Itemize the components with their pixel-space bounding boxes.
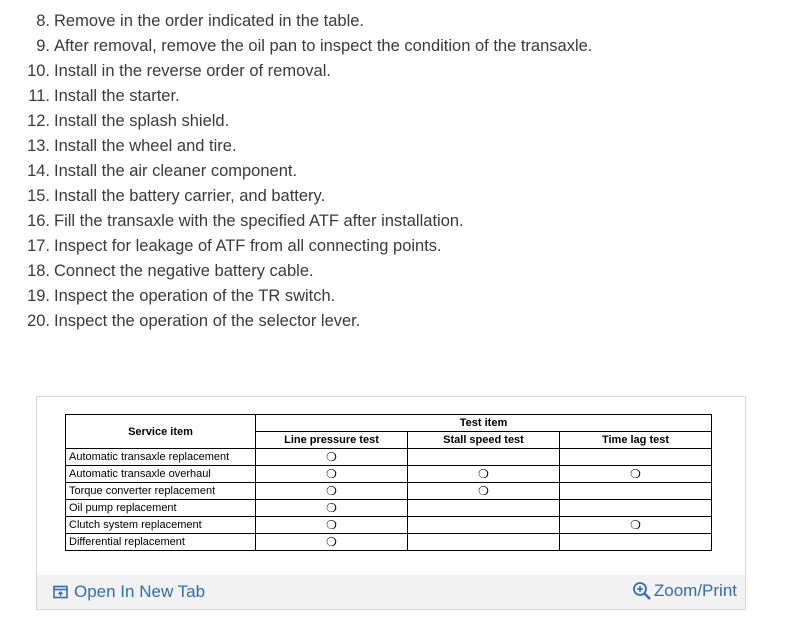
step-item: 16. Fill the transaxle with the specified ATF after installation. bbox=[27, 212, 464, 230]
table-row bbox=[66, 483, 712, 500]
mark-cell: ❍ bbox=[408, 483, 560, 500]
mark-cell bbox=[408, 534, 560, 551]
service-test-table bbox=[65, 414, 712, 551]
mark-cell: ❍ bbox=[560, 466, 712, 483]
mark-cell bbox=[408, 517, 560, 534]
mark-cell: ❍ bbox=[408, 466, 560, 483]
mark-cell bbox=[560, 534, 712, 551]
row-label: Automatic transaxle overhaul bbox=[66, 466, 256, 483]
step-item: 10. Install in the reverse order of removal. bbox=[27, 62, 331, 80]
step-item: 12. Install the splash shield. bbox=[27, 112, 230, 130]
mark-cell bbox=[560, 449, 712, 466]
test-item-header: Test item bbox=[256, 415, 712, 432]
step-item: 17. Inspect for leakage of ATF from all connecting points. bbox=[27, 237, 442, 255]
step-item: 13. Install the wheel and tire. bbox=[27, 137, 237, 155]
open-in-new-tab-link[interactable] bbox=[53, 582, 205, 602]
mark-cell: ❍ bbox=[256, 534, 408, 551]
row-label: Torque converter replacement bbox=[66, 483, 256, 500]
step-item: 11. Install the starter. bbox=[28, 87, 180, 105]
column-header-line-pressure: Line pressure test bbox=[256, 432, 408, 449]
mark-cell bbox=[408, 500, 560, 517]
step-item: 14. Install the air cleaner component. bbox=[27, 162, 298, 180]
mark-cell: ❍ bbox=[256, 483, 408, 500]
procedure-steps bbox=[0, 9, 592, 334]
step-item: 9. After removal, remove the oil pan to inspect the condition of the transaxle. bbox=[36, 37, 593, 55]
step-item: 19. Inspect the operation of the TR switch. bbox=[27, 287, 336, 305]
table-row bbox=[66, 466, 712, 483]
mark-cell: ❍ bbox=[256, 500, 408, 517]
step-item: 8. Remove in the order indicated in the table. bbox=[36, 12, 365, 30]
mark-cell: ❍ bbox=[256, 466, 408, 483]
table-row bbox=[66, 534, 712, 551]
zoom-print-label: Zoom/Print bbox=[653, 581, 737, 600]
step-item: 18. Connect the negative battery cable. bbox=[27, 262, 314, 280]
table-row bbox=[66, 449, 712, 466]
mark-cell: ❍ bbox=[560, 517, 712, 534]
zoom-in-icon bbox=[632, 581, 652, 601]
mark-cell: ❍ bbox=[256, 449, 408, 466]
service-item-header: Service item bbox=[66, 415, 256, 449]
table-row bbox=[66, 517, 712, 534]
row-label: Differential replacement bbox=[66, 534, 256, 551]
mark-cell bbox=[408, 449, 560, 466]
column-header-stall-speed: Stall speed test bbox=[408, 432, 560, 449]
open-new-tab-icon bbox=[53, 585, 68, 599]
open-in-new-tab-label: Open In New Tab bbox=[74, 582, 206, 601]
table-row bbox=[66, 500, 712, 517]
figure-footer bbox=[37, 575, 745, 609]
row-label: Automatic transaxle replacement bbox=[66, 449, 256, 466]
mark-cell: ❍ bbox=[256, 517, 408, 534]
step-item: 15. Install the battery carrier, and battery. bbox=[27, 187, 326, 205]
row-label: Clutch system replacement bbox=[66, 517, 256, 534]
mark-cell bbox=[560, 483, 712, 500]
step-item: 20. Inspect the operation of the selector lever. bbox=[27, 312, 361, 330]
mark-cell bbox=[560, 500, 712, 517]
service-table-figure bbox=[36, 396, 746, 610]
column-header-time-lag: Time lag test bbox=[560, 432, 712, 449]
zoom-print-link[interactable] bbox=[632, 581, 737, 601]
row-label: Oil pump replacement bbox=[66, 500, 256, 517]
